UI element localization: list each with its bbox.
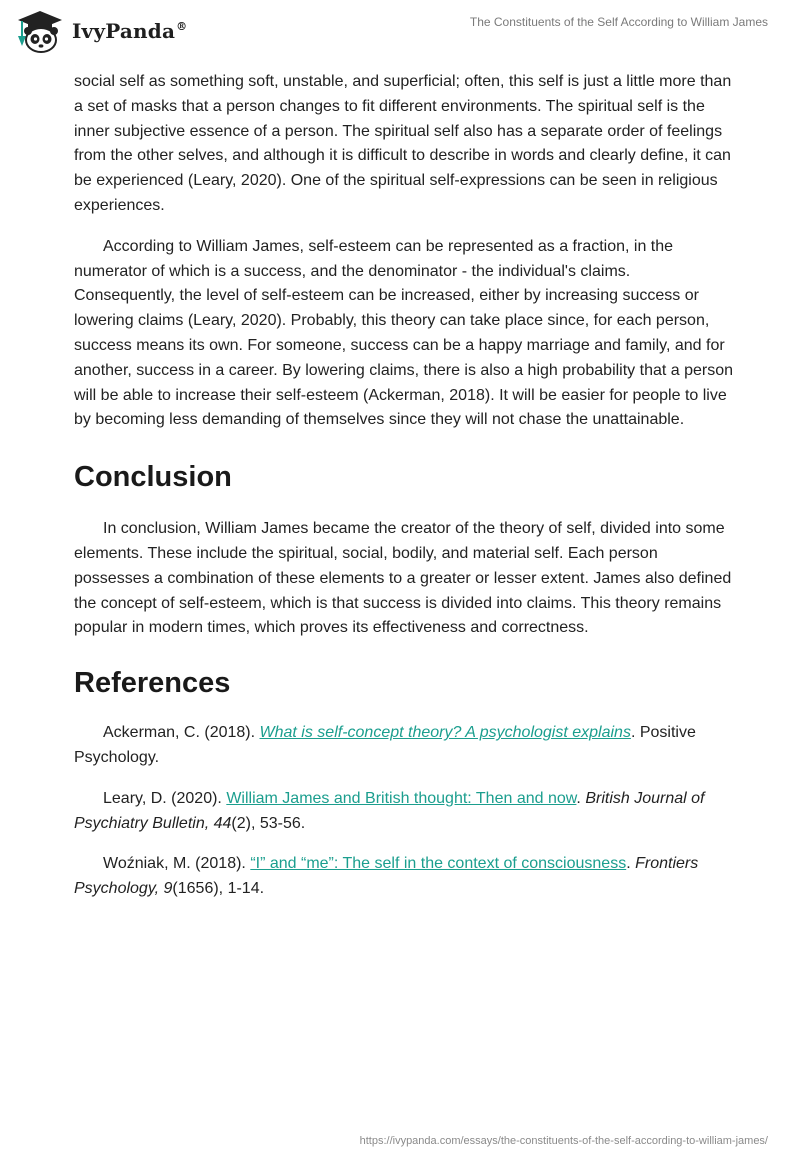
reference-suffix: . Positive Psychology. xyxy=(74,724,696,766)
reference-author: Woźniak, M. (2018). xyxy=(103,855,251,873)
reference-suffix: . xyxy=(576,789,586,807)
ivypanda-logo[interactable] xyxy=(14,8,187,54)
reference-author: Ackerman, C. (2018). xyxy=(103,724,260,742)
reference-tail: (1656), 1-14. xyxy=(172,880,265,898)
document-title: The Constituents of the Self According to William James xyxy=(469,15,768,29)
conclusion-heading: Conclusion xyxy=(74,461,232,494)
brand-name: IvyPanda® xyxy=(72,19,188,43)
footer-url: https://ivypanda.com/essays/the-constituents-of-the-self-according-to-william-james/ xyxy=(359,1135,768,1147)
reference-suffix: . xyxy=(626,855,636,873)
body-paragraph-2: According to William James, self-esteem can be represented as a fraction, in the numerator of which is a success, and the denominator - the individual's claims. Consequently, the level of self-esteem can be increased, either by increasing success or lowering claims (Leary, 2020). Probably, this theory can take place since, for each person, success means its own. For someone, success can be a happy marriage and family, and for another, success in a career. By lowering claims, there is also a high probability that a person will be able to increase their self-esteem (Ackerman, 2018). It will be easier for people to live by becoming less demanding of themselves since they will not chase the unattainable. xyxy=(74,237,734,429)
reference-journal: British Journal of Psychiatry Bulletin, 44 xyxy=(74,789,705,832)
reference-tail: (2), 53-56. xyxy=(231,814,306,832)
references-heading: References xyxy=(74,667,231,700)
reference-journal: Frontiers Psychology, 9 xyxy=(74,855,699,898)
reference-item xyxy=(74,721,734,771)
reference-link[interactable]: “I” and “me”: The self in the context of consciousness xyxy=(250,855,627,873)
panda-graduation-cap-icon xyxy=(14,8,66,54)
essay-content xyxy=(74,70,734,918)
conclusion-paragraph: In conclusion, William James became the creator of the theory of self, divided into some elements. These include the spiritual, social, bodily, and material self. Each person possesses a combination of these elements to a greater or lesser extent. James also defined the concept of self-esteem, which is that success is divided into claims. This theory remains popular in modern times, which proves its effectiveness and correctness. xyxy=(74,520,732,637)
page-header xyxy=(0,0,800,62)
reference-link[interactable]: What is self-concept theory? A psychologist explains xyxy=(259,724,631,742)
reference-link[interactable]: William James and British thought: Then and now xyxy=(226,789,577,807)
reference-item xyxy=(74,787,734,837)
reference-item xyxy=(74,852,734,902)
body-paragraph-1: social self as something soft, unstable, and superficial; often, this self is just a little more than a set of masks that a person changes to fit different environments. The spiritual self is the inner subjective essence of a person. The spiritual self also has a separate order of feelings from the other selves, and although it is difficult to describe in words and clearly define, it can be experienced (Leary, 2020). One of the spiritual self-expressions can be seen in religious experiences. xyxy=(74,73,732,214)
reference-author: Leary, D. (2020). xyxy=(103,789,227,807)
